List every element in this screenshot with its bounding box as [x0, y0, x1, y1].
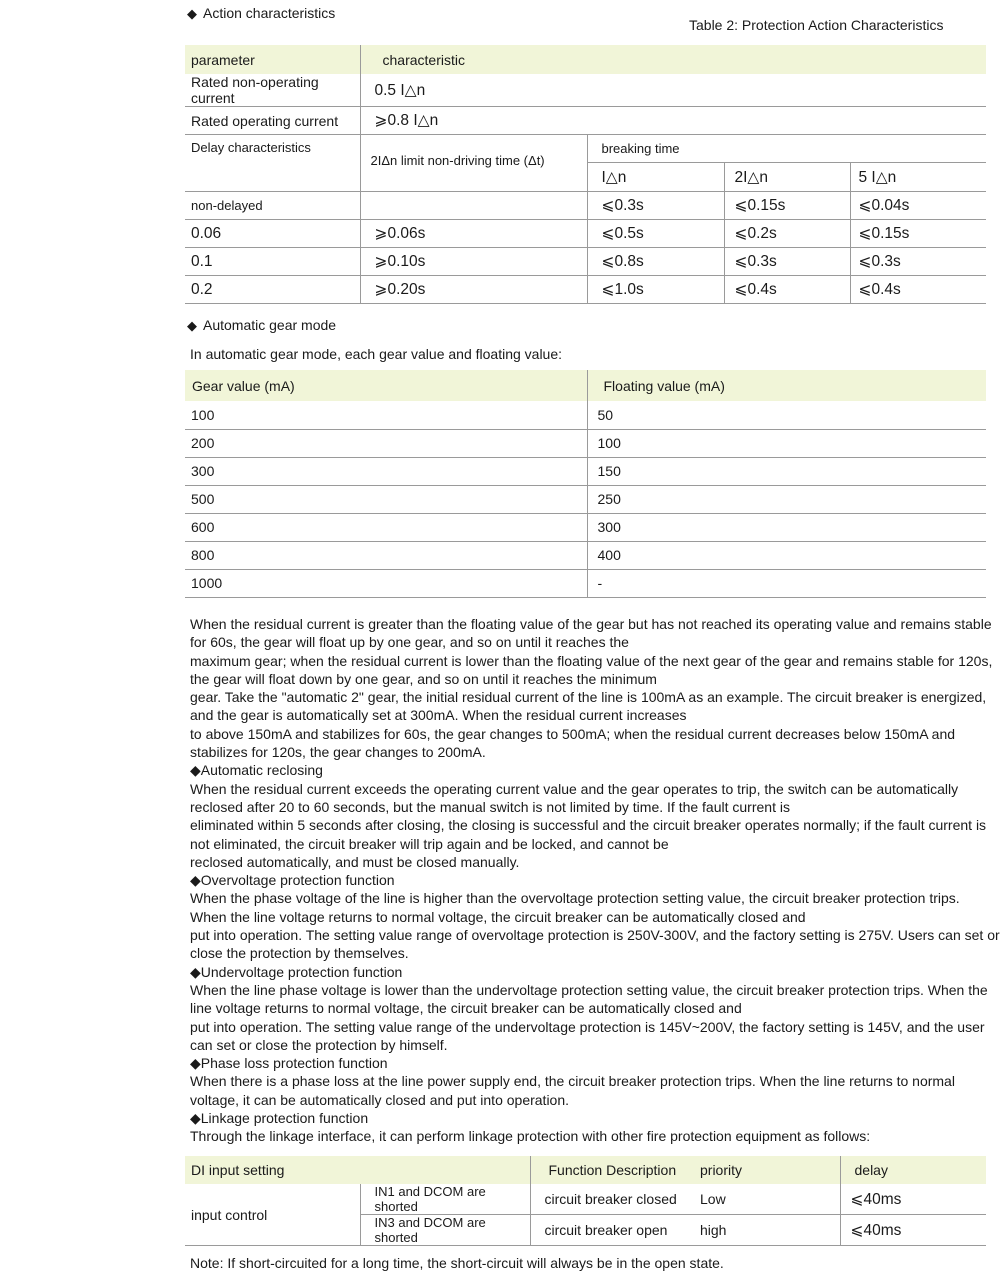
paragraph: Through the linkage interface, it can perform linkage protection with other fire protection equipment as follows:: [190, 1128, 871, 1145]
table-row: 500 250: [185, 485, 986, 513]
paragraph: When the residual current is greater than the floating value of the gear but has not reached its operating value and remains stable for 60s, the gear will float up by one gear, and so on until it reaches the: [190, 616, 992, 651]
section-heading-gear-mode: ◆ Automatic gear mode: [187, 317, 337, 333]
table-row: 0.2 ⩾0.20s ⩽1.0s ⩽0.4s ⩽0.4s: [185, 276, 986, 304]
paragraph: gear. Take the "automatic 2" gear, the initial residual current of the line is 100mA as an example. The circuit breaker is energized, and the gear is automatically set at 300mA. When the residual current increases: [190, 689, 987, 724]
paragraph: put into operation. The setting value range of the undervoltage protection is 145V~200V, the factory setting is 145V, and the user can set or close the protection by himself.: [190, 1018, 985, 1053]
linkage-table: [185, 1156, 986, 1246]
table-row: I△n 2I△n 5 I△n: [185, 163, 986, 192]
table-row: 1000 -: [185, 569, 986, 597]
paragraph: put into operation. The setting value range of overvoltage protection is 250V-300V, and the factory setting is 275V. Users can set or close the protection by themselves.: [190, 927, 1000, 962]
table-header-row: DI input setting Function Description priority delay: [185, 1156, 986, 1184]
paragraph: eliminated within 5 seconds after closing, the closing is successful and the circuit breaker operates normally; if the fault current is not eliminated, the circuit breaker will trip again and be locked, and cannot be: [190, 817, 987, 852]
table-row: 800 400: [185, 541, 986, 569]
footnote: Note: If short-circuited for a long time, the short-circuit will always be in the open state.: [190, 1255, 724, 1271]
body-text: [190, 615, 1000, 1146]
table-row: 100 50: [185, 401, 986, 429]
paragraph: When the line phase voltage is lower than the undervoltage protection setting value, the circuit breaker protection trips. When the line voltage returns to normal voltage, the circuit breaker can be automatically closed and: [190, 981, 988, 1017]
table-row: 600 300: [185, 513, 986, 541]
paragraph: When the phase voltage of the line is higher than the overvoltage protection setting value, the circuit breaker protection trips. When the line voltage returns to normal voltage, the circuit breaker can be automatically closed and: [190, 890, 960, 925]
action-characteristics-table: [185, 45, 986, 304]
table-row: 0.06 ⩾0.06s ⩽0.5s ⩽0.2s ⩽0.15s: [185, 220, 986, 248]
table-row: Rated operating current ⩾0.8 I△n: [185, 107, 986, 135]
paragraph: to above 150mA and stabilizes for 60s, the gear changes to 500mA; when the residual current decreases below 150mA and stabilizes for 120s, the gear changes to 200mA.: [190, 725, 956, 761]
diamond-bullet-icon: ◆: [187, 318, 197, 333]
subheading-automatic-reclosing: ◆Automatic reclosing: [190, 762, 323, 779]
section-heading-action: ◆ Action characteristics: [187, 5, 336, 21]
table-row: IN3 and DCOM are shorted circuit breaker open high ⩽40ms: [185, 1215, 986, 1246]
table-header-row: Gear value (mA) Floating value (mA): [185, 370, 986, 401]
table-row: 200 100: [185, 429, 986, 457]
subheading-overvoltage: ◆Overvoltage protection function: [190, 872, 395, 889]
table-row: input control IN1 and DCOM are shorted circuit breaker closed Low ⩽40ms: [185, 1184, 986, 1215]
paragraph: When there is a phase loss at the line power supply end, the circuit breaker protection trips. When the line returns to normal voltage, it can be automatically closed and put into operation.: [190, 1073, 955, 1108]
table-row: Rated non-operating current 0.5 I△n: [185, 74, 986, 107]
paragraph: maximum gear; when the residual current is lower than the floating value of the next gear of the gear and remains stable for 120s, the gear will float down by one gear, and so on until it reaches the minimum: [190, 652, 993, 687]
subheading-phase-loss: ◆Phase loss protection function: [190, 1055, 388, 1072]
gear-mode-intro: In automatic gear mode, each gear value and floating value:: [190, 346, 563, 362]
subheading-undervoltage: ◆Undervoltage protection function: [190, 963, 403, 980]
table-row: Delay characteristics 2IΔn limit non-driving time (Δt) breaking time: [185, 135, 986, 163]
table-caption: Table 2: Protection Action Characteristics: [689, 17, 944, 33]
paragraph: When the residual current exceeds the operating current value and the gear operates to trip, the switch can be automatically reclosed after 20 to 60 seconds, but the manual switch is not limited by time. If the fault current is: [190, 780, 959, 815]
table-header-row: parameter characteristic: [185, 45, 986, 74]
table-row: 300 150: [185, 457, 986, 485]
table-row: non-delayed ⩽0.3s ⩽0.15s ⩽0.04s: [185, 192, 986, 220]
paragraph: reclosed automatically, and must be closed manually.: [190, 853, 520, 870]
gear-value-table: [185, 370, 986, 598]
table-row: 0.1 ⩾0.10s ⩽0.8s ⩽0.3s ⩽0.3s: [185, 248, 986, 276]
diamond-bullet-icon: ◆: [187, 6, 197, 21]
subheading-linkage: ◆Linkage protection function: [190, 1110, 369, 1127]
